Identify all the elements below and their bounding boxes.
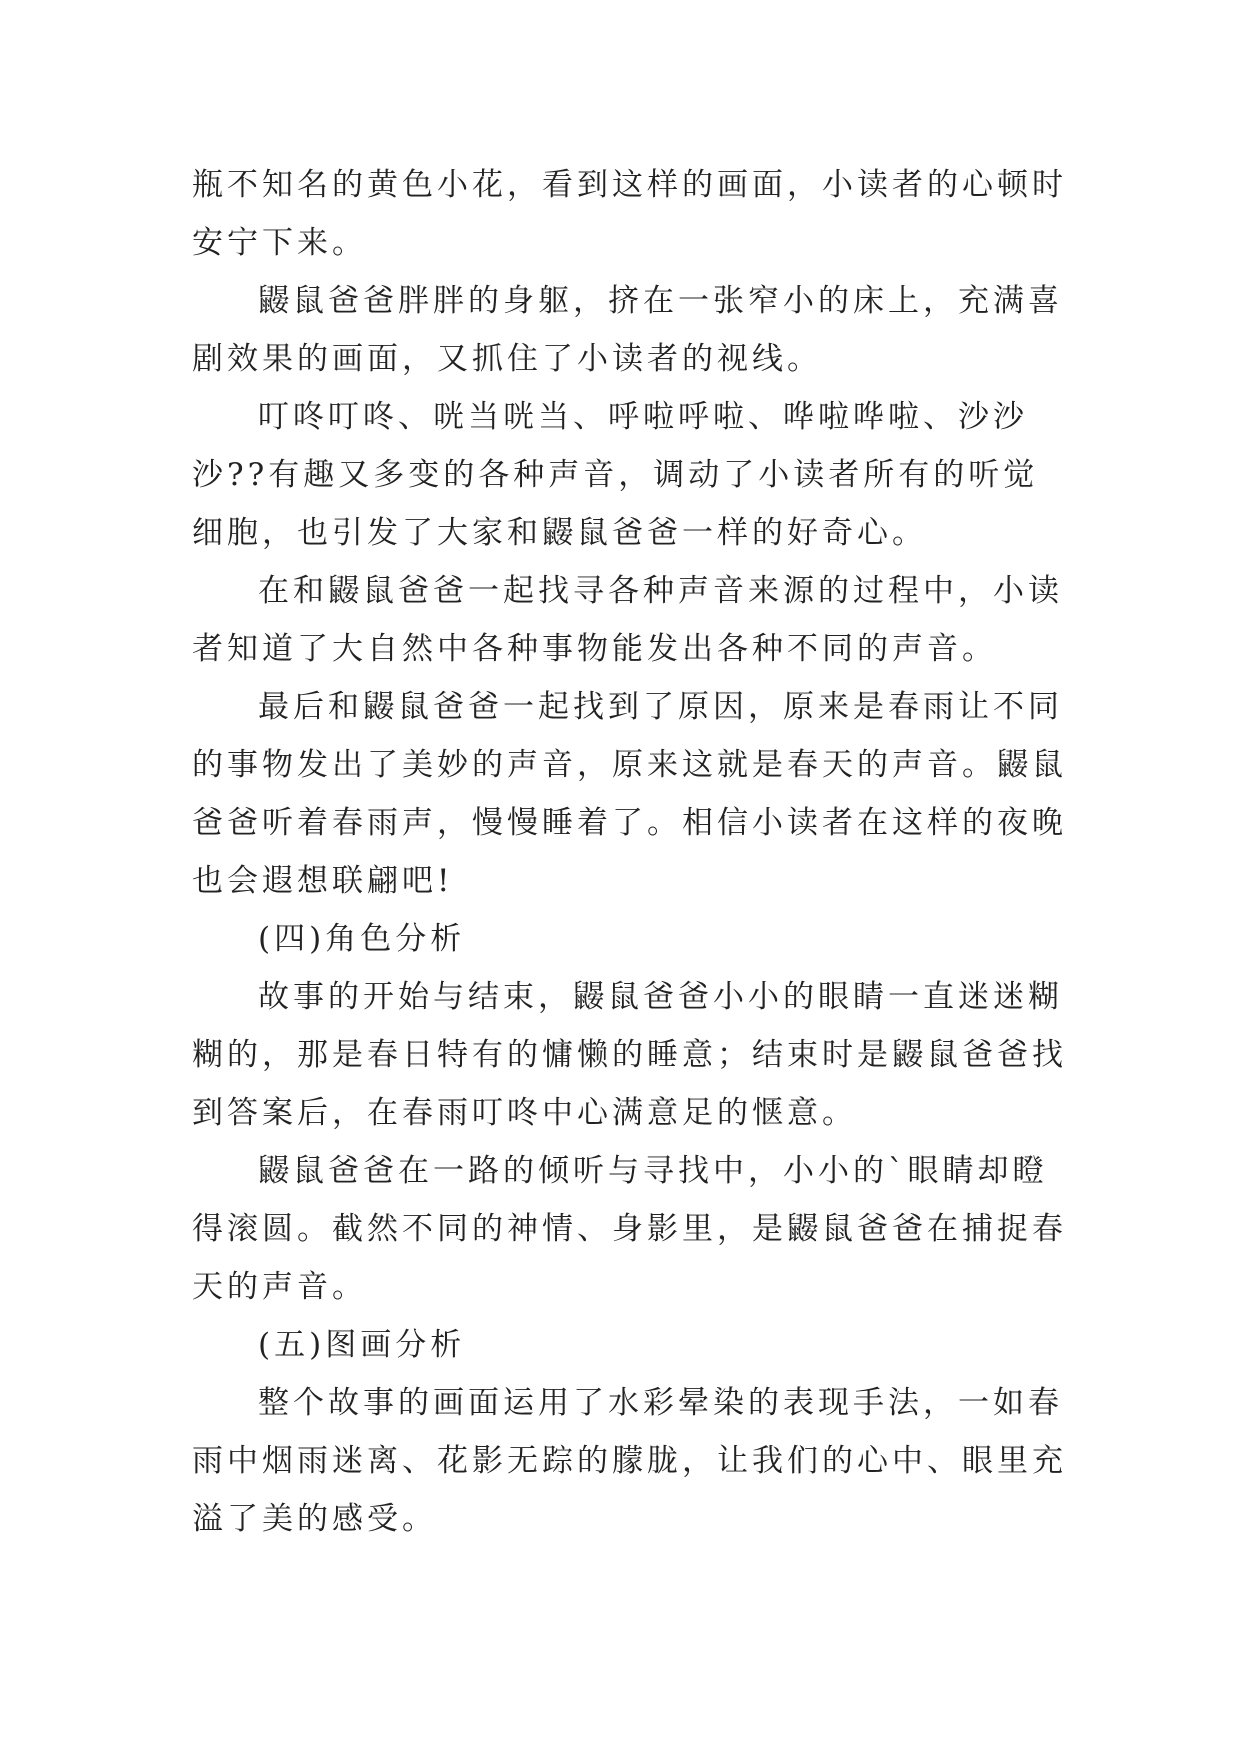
document-body (192, 156, 1072, 1548)
paragraph: 故事的开始与结束，鼹鼠爸爸小小的眼睛一直迷迷糊糊的，那是春日特有的慵懒的睡意；结束时是鼹鼠爸爸找到答案后，在春雨叮咚中心满意足的惬意。 (192, 979, 1067, 1131)
section-heading-picture-analysis: (五)图画分析 (258, 1327, 466, 1363)
paragraph: 鼹鼠爸爸胖胖的身躯，挤在一张窄小的床上，充满喜剧效果的画面，又抓住了小读者的视线。 (192, 283, 1063, 377)
paragraph: 叮咚叮咚、咣当咣当、呼啦呼啦、哗啦哗啦、沙沙沙??有趣又多变的各种声音，调动了小读者所有的听觉细胞，也引发了大家和鼹鼠爸爸一样的好奇心。 (192, 399, 1039, 551)
paragraph: 整个故事的画面运用了水彩晕染的表现手法，一如春雨中烟雨迷离、花影无踪的朦胧，让我们的心中、眼里充溢了美的感受。 (192, 1385, 1067, 1537)
section-heading-role-analysis: (四)角色分析 (258, 921, 466, 957)
paragraph: 在和鼹鼠爸爸一起找寻各种声音来源的过程中，小读者知道了大自然中各种事物能发出各种不同的声音。 (192, 573, 1063, 667)
paragraph-continuation: 瓶不知名的黄色小花，看到这样的画面，小读者的心顿时安宁下来。 (192, 167, 1067, 261)
paragraph: 鼹鼠爸爸在一路的倾听与寻找中，小小的`眼睛却瞪得滚圆。截然不同的神情、身影里，是鼹鼠爸爸在捕捉春天的声音。 (192, 1153, 1067, 1305)
paragraph: 最后和鼹鼠爸爸一起找到了原因，原来是春雨让不同的事物发出了美妙的声音，原来这就是春天的声音。鼹鼠爸爸听着春雨声，慢慢睡着了。相信小读者在这样的夜晚也会遐想联翩吧! (192, 689, 1067, 899)
